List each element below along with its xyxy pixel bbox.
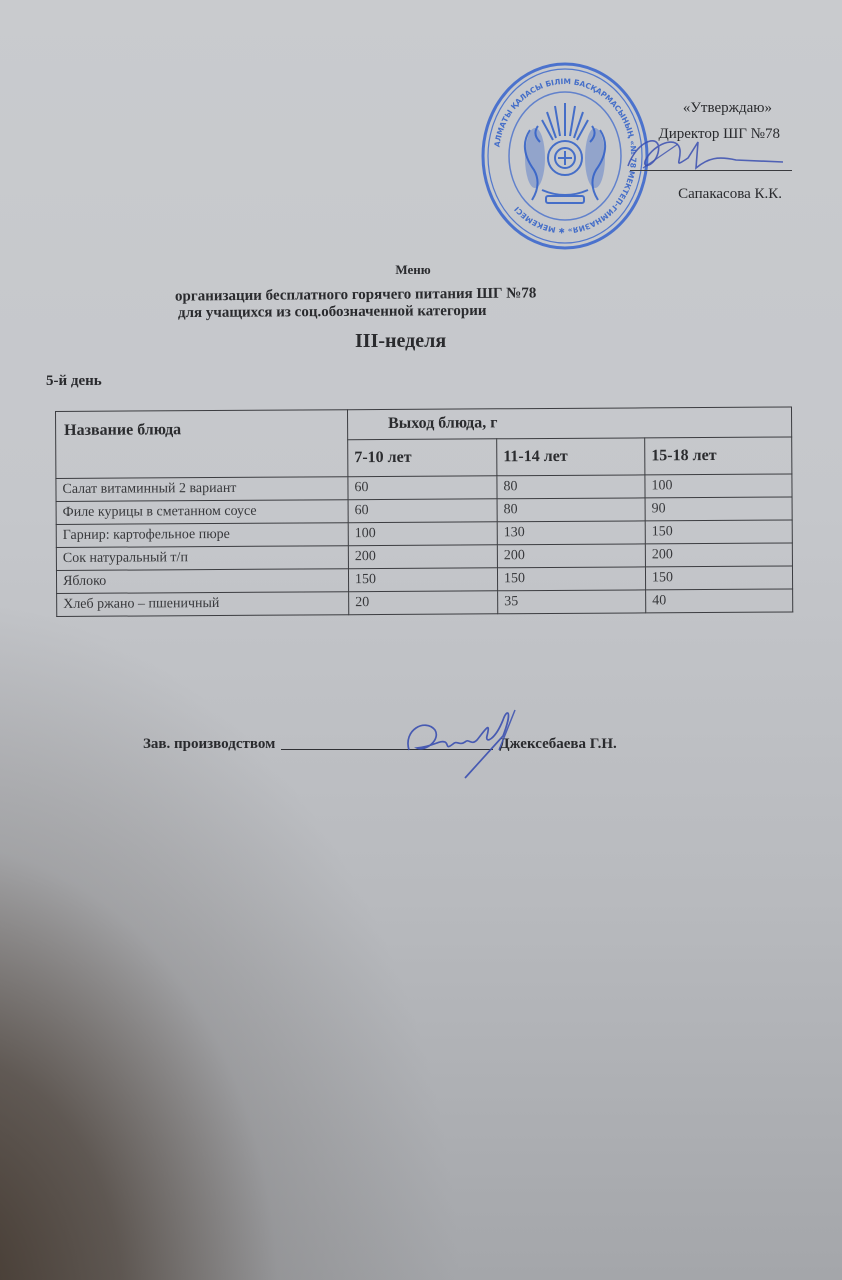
portion-11-14: 80 <box>497 498 645 522</box>
svg-text:АЛМАТЫ ҚАЛАСЫ БІЛІМ БАСҚАРМАСЫ: АЛМАТЫ ҚАЛАСЫ БІЛІМ БАСҚАРМАСЫНЫҢ «№ 78 МЕКТЕП-ГИМНАЗИЯ» ✱ МЕКЕМЕСІ <box>492 76 639 236</box>
portion-11-14: 150 <box>497 567 645 591</box>
portion-7-10: 200 <box>348 545 497 569</box>
portion-11-14: 200 <box>497 544 645 568</box>
dish-name: Сок натуральный т/п <box>56 546 348 571</box>
document-subtitle-2: для учащихся из соц.обозначенной категории <box>177 302 487 322</box>
table-header-row <box>56 407 792 441</box>
approval-heading: «Утверждаю» <box>682 100 772 116</box>
portion-7-10: 150 <box>348 568 497 592</box>
column-header-output: Выход блюда, г <box>347 407 791 440</box>
portion-7-10: 60 <box>348 476 497 500</box>
approver-position: Директор ШГ №78 <box>658 126 780 142</box>
week-label: III-неделя <box>355 330 447 352</box>
portion-15-18: 100 <box>645 474 792 498</box>
portion-7-10: 60 <box>348 499 497 523</box>
portion-7-10: 100 <box>348 522 497 546</box>
dish-name: Яблоко <box>56 569 348 594</box>
dish-name: Филе курицы в сметанном соусе <box>56 500 348 525</box>
column-header-age-15-18: 15-18 лет <box>645 437 792 475</box>
portion-15-18: 150 <box>645 566 792 590</box>
document-title: Меню <box>395 262 431 277</box>
document-subtitle-1: организации бесплатного горячего питания ШГ №78 <box>174 285 537 305</box>
table-row <box>57 589 793 616</box>
approver-name: Сапакасова К.К. <box>678 186 782 202</box>
menu-table <box>55 406 793 616</box>
dish-name: Салат витаминный 2 вариант <box>56 477 348 502</box>
portion-15-18: 90 <box>645 497 792 521</box>
column-header-age-7-10: 7-10 лет <box>348 439 497 477</box>
manager-signature-icon <box>395 700 535 780</box>
portion-11-14: 80 <box>497 475 645 499</box>
portion-15-18: 200 <box>645 543 792 567</box>
signoff-role: Зав. производством <box>143 736 276 752</box>
director-signature-icon <box>618 128 788 178</box>
portion-15-18: 40 <box>646 589 793 613</box>
column-header-dish: Название блюда <box>56 410 348 479</box>
dish-name: Хлеб ржано – пшеничный <box>57 592 349 617</box>
portion-11-14: 35 <box>498 590 646 614</box>
portion-7-10: 20 <box>349 591 498 615</box>
signoff-name: Джексебаева Г.Н. <box>499 736 617 752</box>
portion-15-18: 150 <box>645 520 792 544</box>
day-label: 5-й день <box>46 373 102 389</box>
production-manager-signoff <box>143 736 617 753</box>
column-header-age-11-14: 11-14 лет <box>497 438 645 476</box>
dish-name: Гарнир: картофельное пюре <box>56 523 348 548</box>
portion-11-14: 130 <box>497 521 645 545</box>
